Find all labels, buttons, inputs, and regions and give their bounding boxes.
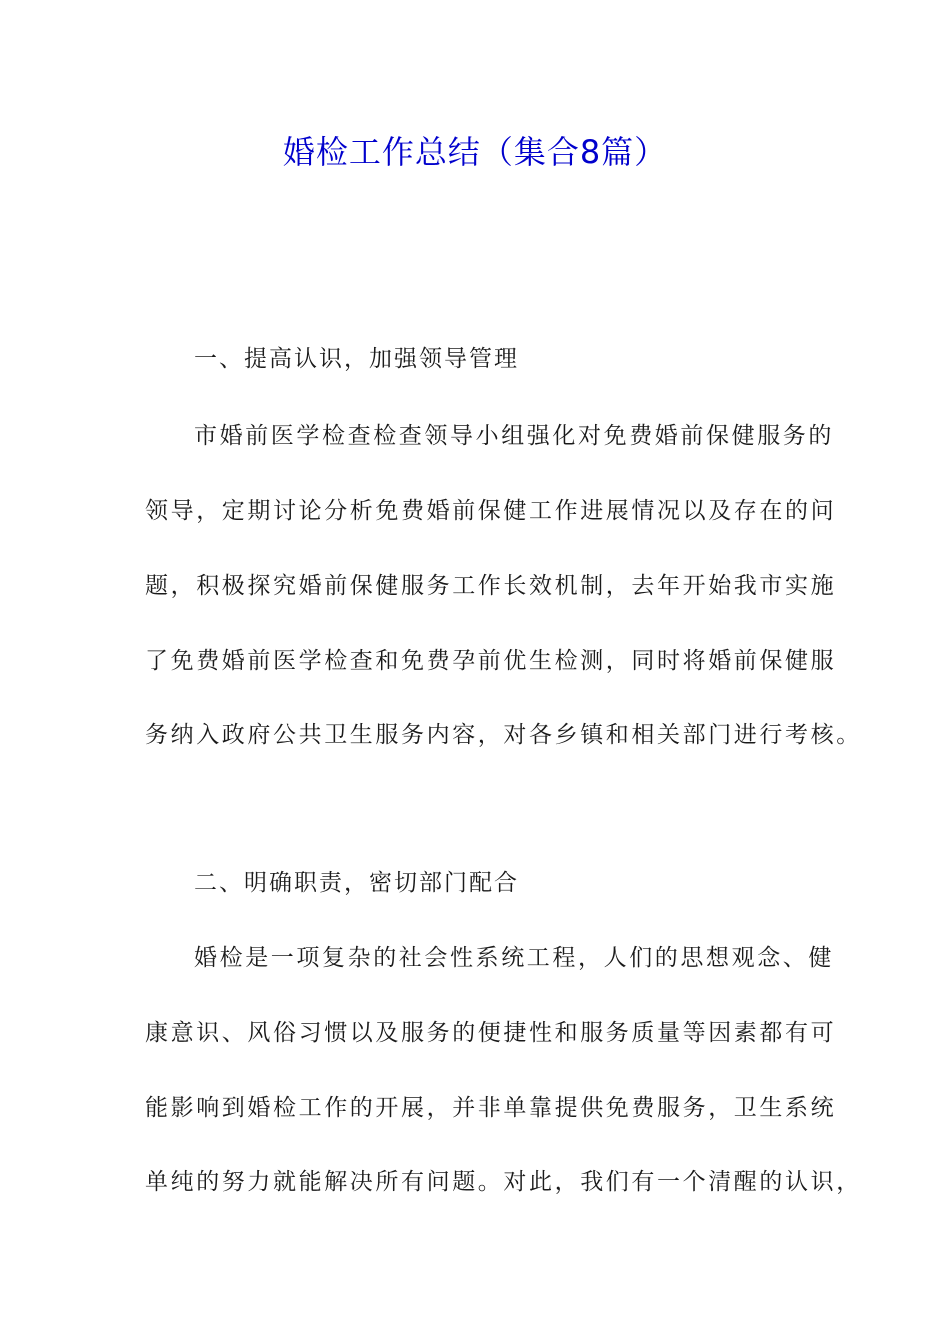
paragraph-line: 市婚前医学检查检查领导小组强化对免费婚前保健服务的 — [194, 423, 834, 449]
document-title: 婚检工作总结（集合8篇） — [282, 133, 668, 171]
paragraph-line: 康意识、风俗习惯以及服务的便捷性和服务质量等因素都有可 — [145, 1020, 837, 1046]
section-heading-2: 二、明确职责，密切部门配合 — [194, 870, 519, 896]
section-heading-1: 一、提高认识，加强领导管理 — [194, 346, 519, 372]
paragraph-line: 婚检是一项复杂的社会性系统工程，人们的思想观念、健 — [194, 945, 834, 971]
paragraph-line: 领导，定期讨论分析免费婚前保健工作进展情况以及存在的问 — [145, 498, 837, 524]
paragraph-line: 题，积极探究婚前保健服务工作长效机制，去年开始我市实施 — [145, 573, 837, 599]
paragraph-line: 了免费婚前医学检查和免费孕前优生检测，同时将婚前保健服 — [145, 648, 837, 674]
paragraph-line: 务纳入政府公共卫生服务内容，对各乡镇和相关部门进行考核。 — [145, 722, 862, 748]
paragraph-line: 能影响到婚检工作的开展，并非单靠提供免费服务，卫生系统 — [145, 1095, 837, 1121]
paragraph-line: 单纯的努力就能解决所有问题。对此，我们有一个清醒的认识， — [145, 1169, 862, 1195]
